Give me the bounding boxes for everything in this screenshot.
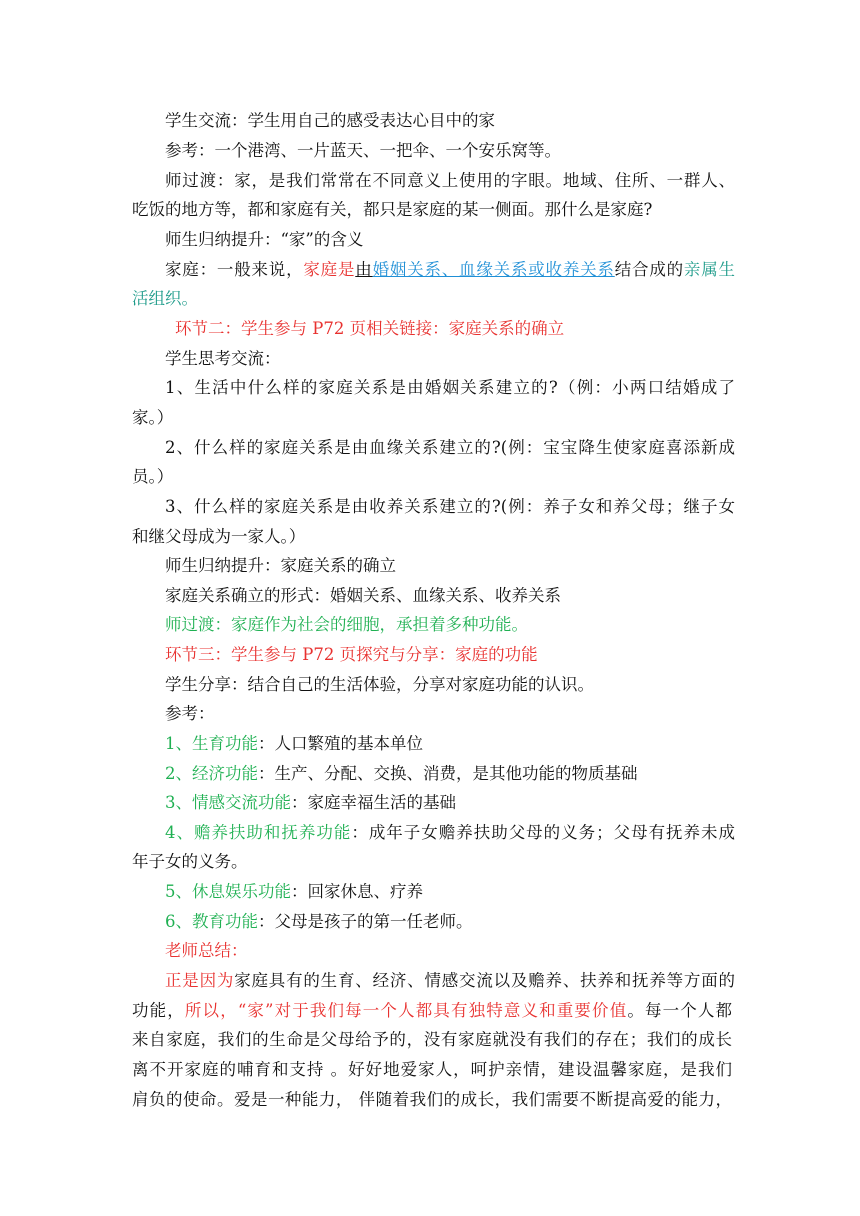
summary-text: 功能， <box>132 1001 185 1020</box>
function-item <box>165 792 735 814</box>
function-desc: ：父母是孩子的第一任老师。 <box>258 912 473 931</box>
summary-line <box>165 970 735 992</box>
definition-subject: 家庭是 <box>303 260 356 279</box>
section-three-heading: 环节三：学生参与 P72 页探究与分享：家庭的功能 <box>165 645 538 664</box>
function-name: 1、生育功能 <box>165 734 258 753</box>
teacher-transition-cont: 吃饭的地方等，都和家庭有关，都只是家庭的某一侧面。那什么是家庭? <box>132 200 653 219</box>
family-definition-line <box>165 259 735 281</box>
reference-line: 参考：一个港湾、一片蓝天、一把伞、一个安乐窝等。 <box>165 141 561 160</box>
function-item <box>165 881 735 903</box>
relationship-forms: 家庭关系确立的形式：婚姻关系、血缘关系、收养关系 <box>165 586 561 605</box>
function-desc: ：家庭幸福生活的基础 <box>291 793 456 812</box>
summary-line: 来自家庭，我们的生命是父母给予的，没有家庭就没有我们的存在；我们的成长 <box>132 1030 732 1049</box>
function-item <box>165 733 735 755</box>
function-name: 3、情感交流功能 <box>165 793 291 812</box>
teacher-transition-line: 师过渡：家，是我们常常在不同意义上使用的字眼。地域、住所、一群人、 <box>165 171 735 190</box>
definition-prefix: 家庭：一般来说， <box>165 260 304 279</box>
function-desc: ：回家休息、疗养 <box>291 882 423 901</box>
function-item-cont: 年子女的义务。 <box>132 852 248 871</box>
question-2: 2、什么样的家庭关系是由血缘关系建立的?(例：宝宝降生使家庭喜添新成 <box>165 438 735 457</box>
definition-by: 由 <box>355 260 373 279</box>
teacher-summary-heading: 老师总结： <box>165 941 248 960</box>
function-name: 2、经济功能 <box>165 764 258 783</box>
summary-because: 正是因为 <box>165 971 235 990</box>
teacher-transition-functions: 师过渡：家庭作为社会的细胞，承担着多种功能。 <box>165 615 528 634</box>
reference-label: 参考： <box>165 704 215 723</box>
function-item <box>165 911 735 933</box>
question-1: 1、生活中什么样的家庭关系是由婚姻关系建立的?（例：小两口结婚成了 <box>165 378 735 397</box>
question-1-cont: 家。） <box>132 408 174 427</box>
function-name: 5、休息娱乐功能 <box>165 882 291 901</box>
student-thinking-line: 学生思考交流： <box>165 349 281 368</box>
summary-home-meaning: 师生归纳提升：“家”的含义 <box>165 230 364 249</box>
family-definition-cont: 活组织。 <box>132 289 198 308</box>
definition-joined: 结合成的 <box>614 260 684 279</box>
section-two-heading: 环节二：学生参与 P72 页相关链接：家庭关系的确立 <box>175 319 565 338</box>
function-desc: ：生产、分配、交换、消费，是其他功能的物质基础 <box>258 764 638 783</box>
function-item <box>165 822 735 844</box>
function-name: 6、教育功能 <box>165 912 258 931</box>
summary-text: 。每一个人都 <box>627 1001 733 1020</box>
function-name: 4、赡养扶助和抚养功能 <box>165 823 352 842</box>
question-3: 3、什么样的家庭关系是由收养关系建立的?(例：养子女和养父母；继子女 <box>165 497 735 516</box>
summary-relationships: 师生归纳提升：家庭关系的确立 <box>165 556 396 575</box>
summary-emphasis: 所以，“家”对于我们每一个人都具有独特意义和重要价值 <box>184 1001 628 1020</box>
function-desc: ：成年子女赡养扶助父母的义务；父母有抚养未成 <box>351 823 735 842</box>
function-desc: ：人口繁殖的基本单位 <box>258 734 423 753</box>
student-exchange-line: 学生交流：学生用自己的感受表达心目中的家 <box>165 111 495 130</box>
summary-line <box>132 1000 732 1022</box>
summary-line: 肩负的使命。爱是一种能力， 伴随着我们的成长，我们需要不断提高爱的能力， <box>132 1090 732 1109</box>
summary-line: 离不开家庭的哺育和支持 。好好地爱家人，呵护亲情，建设温馨家庭，是我们 <box>132 1060 732 1079</box>
question-2-cont: 员。） <box>132 467 174 486</box>
kin-group-term: 亲属生 <box>683 260 735 279</box>
summary-text: 家庭具有的生育、经济、情感交流以及赡养、扶养和抚养等方面的 <box>234 971 735 990</box>
relationships-link[interactable]: 婚姻关系、血缘关系或收养关系 <box>372 260 615 279</box>
question-3-cont: 和继父母成为一家人。） <box>132 527 306 546</box>
function-item <box>165 763 735 785</box>
student-share-line: 学生分享：结合自己的生活体验，分享对家庭功能的认识。 <box>165 675 594 694</box>
